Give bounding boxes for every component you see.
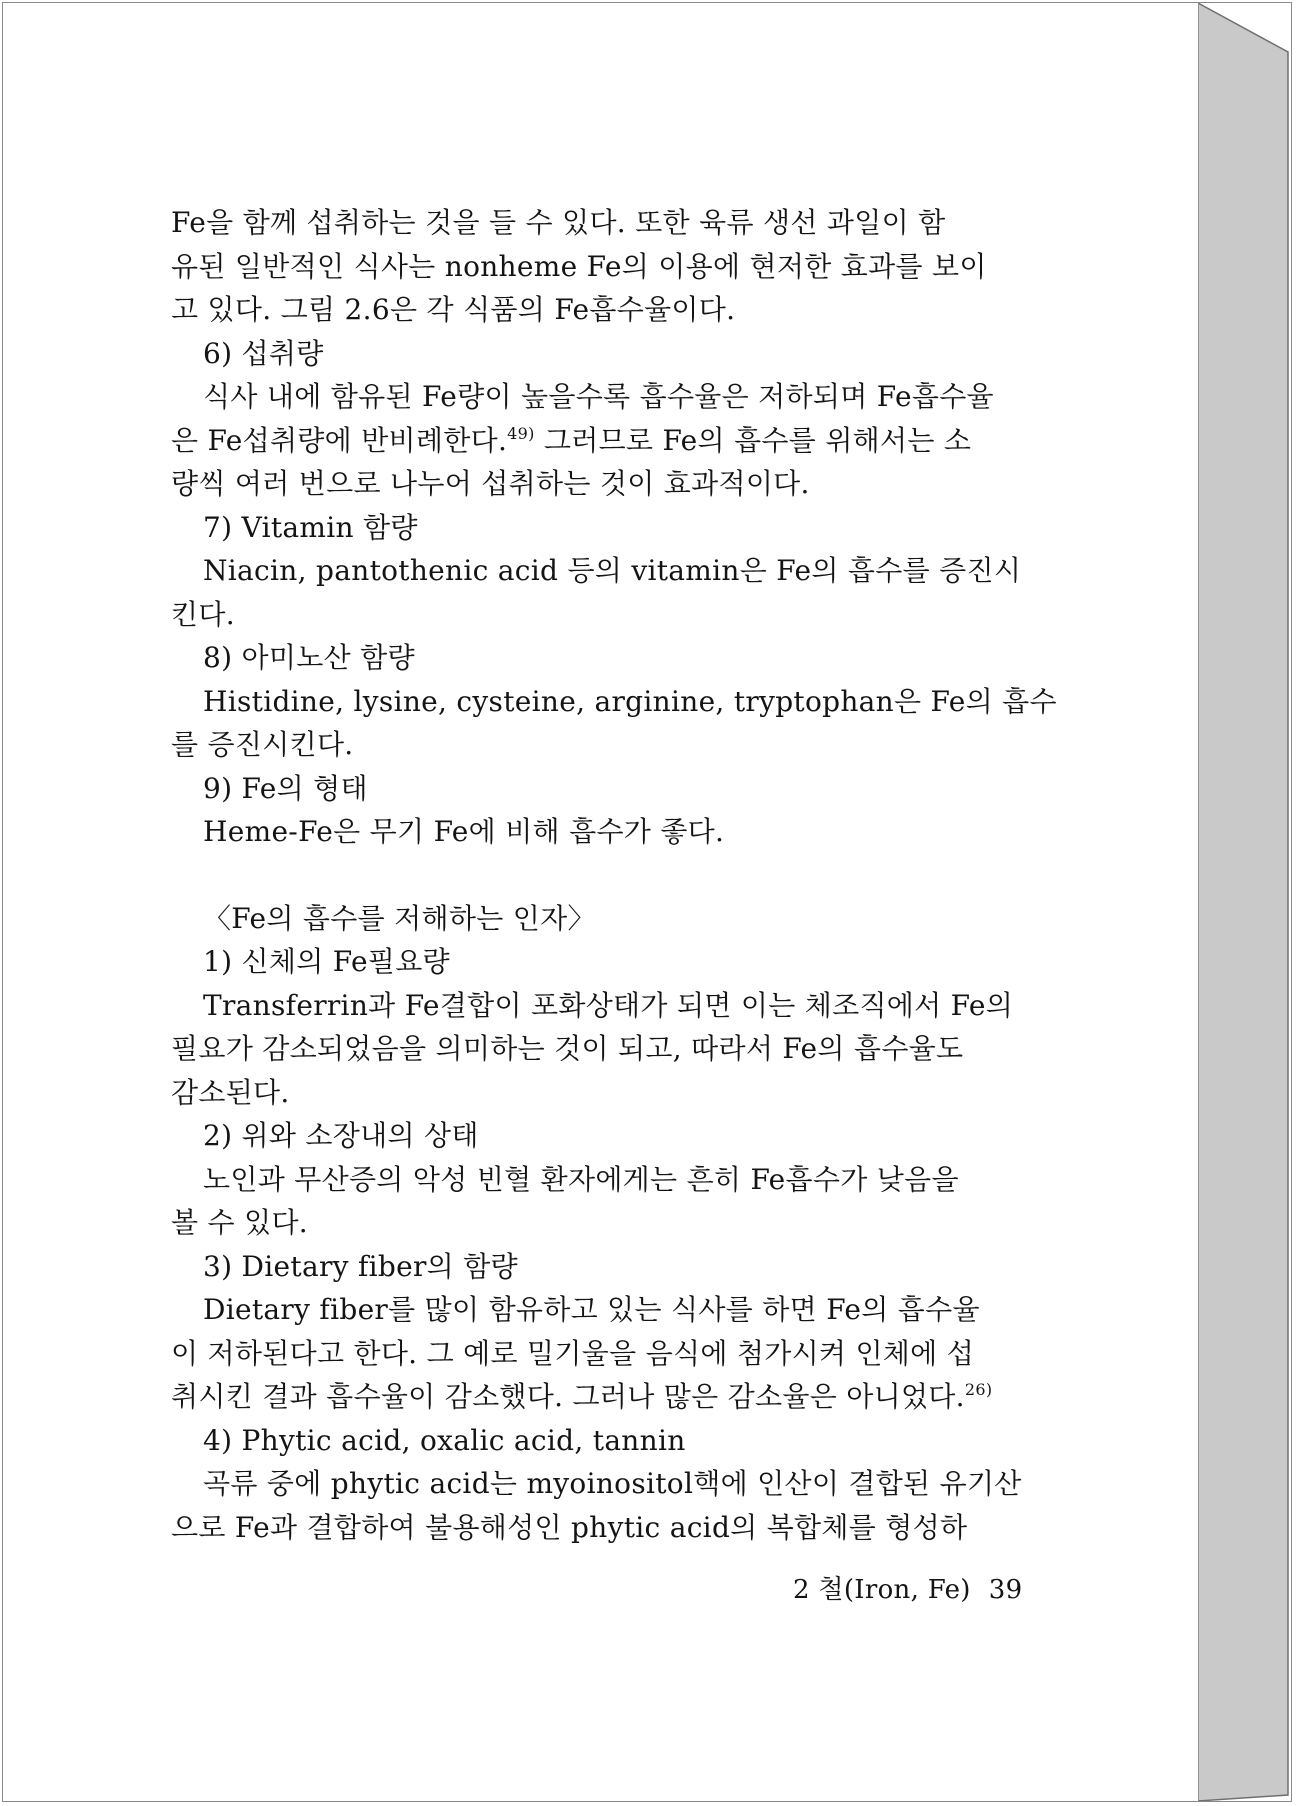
paragraph-text: 은 Fe섭취량에 반비례한다. (171, 423, 508, 457)
reference-superscript: 26) (964, 1380, 993, 1399)
subheading: 1) 신체의 Fe필요량 (203, 945, 450, 978)
subheading: 3) Dietary fiber의 함량 (203, 1249, 518, 1283)
subheading: 4) Phytic acid, oxalic acid, tannin (203, 1423, 686, 1457)
page-number: 39 (988, 1575, 1023, 1605)
paragraph-line: 고 있다. 그림 2.6은 각 식품의 Fe흡수율이다. (171, 293, 736, 326)
paragraph-line: Niacin, pantothenic acid 등의 vitamin은 Fe의 흡수를 증진시 (203, 554, 1022, 587)
paragraph-line: 노인과 무산증의 악성 빈혈 환자에게는 흔히 Fe흡수가 낮음을 (203, 1162, 959, 1196)
paragraph-line: 킨다. (171, 597, 235, 631)
paragraph-line: 식사 내에 함유된 Fe량이 높을수록 흡수율은 저하되며 Fe흡수율 (203, 380, 994, 413)
paragraph-text: 그러므로 Fe의 흡수를 위해서는 소 (534, 423, 972, 457)
paragraph-line: Heme-Fe은 무기 Fe에 비해 흡수가 좋다. (203, 815, 725, 848)
section-heading: 〈Fe의 흡수를 저해하는 인자〉 (203, 901, 596, 935)
reference-superscript: 49) (507, 423, 535, 443)
paragraph-line: 를 증진시킨다. (171, 728, 354, 761)
paragraph-line: Fe을 함께 섭취하는 것을 들 수 있다. 또한 육류 생선 과일이 함 (171, 206, 946, 239)
running-head: 2 철(Iron, Fe) (793, 1575, 971, 1605)
subheading: 9) Fe의 형태 (203, 771, 368, 805)
subheading: 7) Vitamin 함량 (203, 510, 418, 544)
subheading: 2) 위와 소장내의 상태 (203, 1119, 479, 1152)
paragraph-line: 이 저하된다고 한다. 그 예로 밀기울을 음식에 첨가시켜 인체에 섭 (171, 1336, 975, 1370)
paragraph-line: Transferrin과 Fe결합이 포화상태가 되면 이는 체조직에서 Fe의 (203, 988, 1014, 1022)
book-frame (2, 2, 1292, 1802)
paragraph-line: Histidine, lysine, cysteine, arginine, tryptophan은 Fe의 흡수 (203, 684, 1057, 718)
paragraph-line: 유된 일반적인 식사는 nonheme Fe의 이용에 현저한 효과를 보이 (171, 249, 987, 283)
paragraph-line: 으로 Fe과 결합하여 불용해성인 phytic acid의 복합체를 형성하 (171, 1510, 968, 1544)
subheading: 8) 아미노산 함량 (203, 641, 415, 674)
paragraph-line: Dietary fiber를 많이 함유하고 있는 식사를 하면 Fe의 흡수율 (203, 1293, 980, 1326)
paragraph-line: 필요가 감소되었음을 의미하는 것이 되고, 따라서 Fe의 흡수율도 (171, 1032, 964, 1065)
paragraph-line: 볼 수 있다. (171, 1206, 308, 1239)
paragraph-text: 취시킨 결과 흡수율이 감소했다. 그러나 많은 감소율은 아니었다. (171, 1380, 965, 1413)
paragraph-line: 량씩 여러 번으로 나누어 섭취하는 것이 효과적이다. (171, 467, 810, 500)
paragraph-line: 감소된다. (171, 1075, 290, 1109)
subheading: 6) 섭취량 (203, 336, 324, 370)
paragraph-line: 곡류 중에 phytic acid는 myoinositol핵에 인산이 결합된 유기산 (203, 1467, 1022, 1500)
